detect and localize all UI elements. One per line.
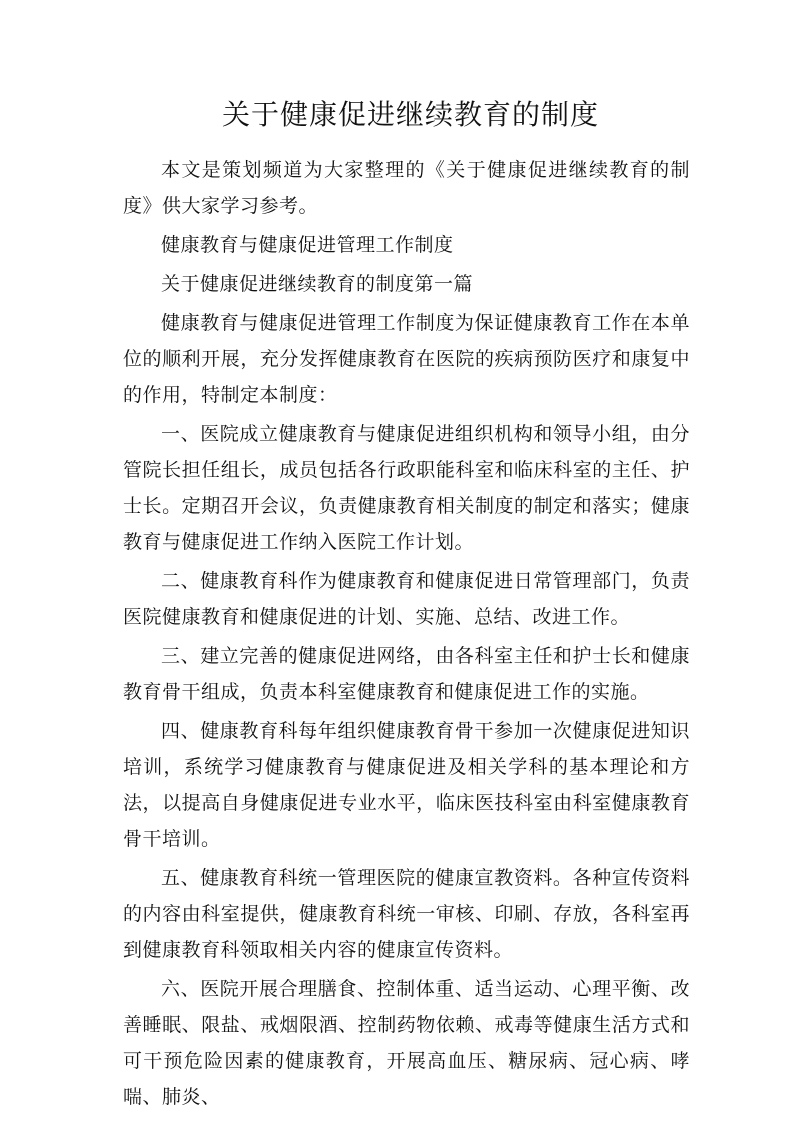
intro-paragraph: 本文是策划频道为大家整理的《关于健康促进继续教育的制度》供大家学习参考。 xyxy=(123,159,690,217)
body-paragraph-item-4: 四、健康教育科每年组织健康教育骨干参加一次健康促进知识培训，系统学习健康教育与健康促进及相关学科的基本理论和方法，以提高自身健康促进专业水平，临床医技科室由科室健康教育骨干培训。 xyxy=(123,720,690,850)
document-title: 关于健康促进继续教育的制度 xyxy=(221,98,599,131)
part-heading: 关于健康促进继续教育的制度第一篇 xyxy=(161,273,474,295)
body-paragraph-preamble: 健康教育与健康促进管理工作制度为保证健康教育工作在本单位的顺利开展，充分发挥健康教育在医院的疾病预防医疗和康复中的作用，特制定本制度： xyxy=(123,312,690,406)
body-paragraph-item-2: 二、健康教育科作为健康教育和健康促进日常管理部门，负责医院健康教育和健康促进的计划、实施、总结、改进工作。 xyxy=(123,570,690,628)
body-paragraph-item-5: 五、健康教育科统一管理医院的健康宣教资料。各种宣传资料的内容由科室提供，健康教育科统一审核、印刷、存放，各科室再到健康教育科领取相关内容的健康宣传资料。 xyxy=(123,867,690,961)
body-paragraph-item-1: 一、医院成立健康教育与健康促进组织机构和领导小组，由分管院长担任组长，成员包括各行政职能科室和临床科室的主任、护士长。定期召开会议，负责健康教育相关制度的制定和落实；健康教育与健康促进工作纳入医院工作计划。 xyxy=(123,423,690,553)
body-paragraph-item-3: 三、建立完善的健康促进网络，由各科室主任和护士长和健康教育骨干组成，负责本科室健康教育和健康促进工作的实施。 xyxy=(123,645,690,703)
body-paragraph-item-6: 六、医院开展合理膳食、控制体重、适当运动、心理平衡、改善睡眠、限盐、戒烟限酒、控制药物依赖、戒毒等健康生活方式和可干预危险因素的健康教育，开展高血压、糖尿病、冠心病、哮喘、肺炎、 xyxy=(123,978,690,1108)
section-heading: 健康教育与健康促进管理工作制度 xyxy=(161,234,454,256)
